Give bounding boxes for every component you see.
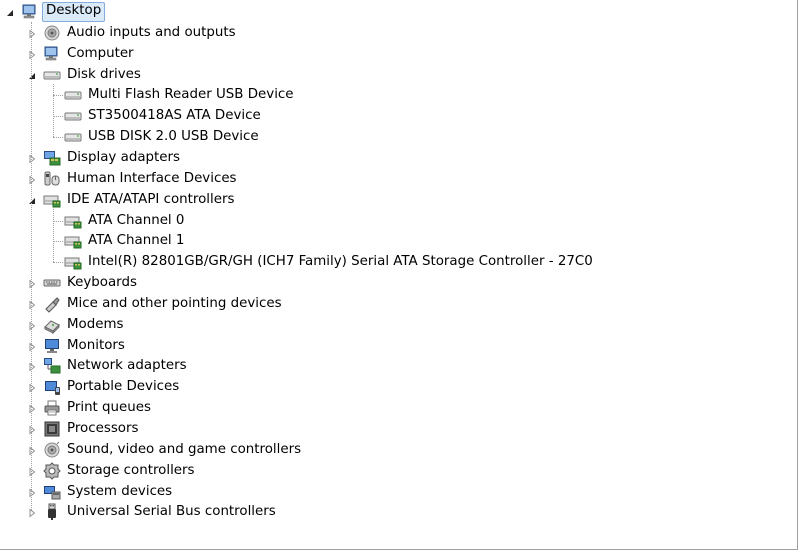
tree-node-portable-devices[interactable] xyxy=(0,377,790,397)
hid-icon xyxy=(43,170,61,188)
tree-node-ata-channel-1[interactable] xyxy=(0,231,790,251)
collapsed-arrow-icon[interactable] xyxy=(27,299,37,309)
tree-node-label: Modems xyxy=(67,317,124,332)
tree-node-monitors[interactable] xyxy=(0,336,790,356)
tree-node-usb-disk-2-0-usb-device[interactable] xyxy=(0,127,790,147)
display-adapter-icon xyxy=(43,149,61,167)
tree-node-ide-ata-atapi-controllers[interactable] xyxy=(0,190,790,210)
ide-controller-icon xyxy=(64,212,82,230)
tree-node-print-queues[interactable] xyxy=(0,398,790,418)
tree-node-label: ATA Channel 1 xyxy=(88,233,185,248)
tree-node-computer[interactable] xyxy=(0,44,790,64)
tree-node-label: Processors xyxy=(67,421,139,436)
ide-controller-icon xyxy=(43,191,61,209)
drive-icon xyxy=(43,66,61,84)
drive-icon xyxy=(64,128,82,146)
tree-node-intel-r-82801gb-gr-gh-ich7-family-serial-ata-storage-controller-27c0[interactable] xyxy=(0,252,790,272)
tree-node-label: Desktop xyxy=(42,2,105,22)
ide-controller-icon xyxy=(64,253,82,271)
tree-node-ata-channel-0[interactable] xyxy=(0,211,790,231)
speaker-icon xyxy=(43,24,61,42)
tree-node-label: Print queues xyxy=(67,400,151,415)
tree-node-processors[interactable] xyxy=(0,419,790,439)
portable-device-icon xyxy=(43,378,61,396)
drive-icon xyxy=(64,86,82,104)
tree-node-display-adapters[interactable] xyxy=(0,148,790,168)
collapsed-arrow-icon[interactable] xyxy=(27,382,37,392)
mouse-icon xyxy=(43,295,61,313)
tree-node-label: Network adapters xyxy=(67,358,187,373)
tree-node-human-interface-devices[interactable] xyxy=(0,169,790,189)
tree-node-label: Sound, video and game controllers xyxy=(67,442,302,457)
tree-node-st3500418as-ata-device[interactable] xyxy=(0,106,790,126)
tree-node-label: System devices xyxy=(67,484,173,499)
tree-node-label: ST3500418AS ATA Device xyxy=(88,108,261,123)
keyboard-icon xyxy=(43,274,61,292)
system-icon xyxy=(43,483,61,501)
storage-controller-icon xyxy=(43,462,61,480)
collapsed-arrow-icon[interactable] xyxy=(27,466,37,476)
collapsed-arrow-icon[interactable] xyxy=(27,174,37,184)
tree-node-keyboards[interactable] xyxy=(0,273,790,293)
tree-connector-line xyxy=(53,84,54,137)
collapsed-arrow-icon[interactable] xyxy=(27,28,37,38)
collapsed-arrow-icon[interactable] xyxy=(27,487,37,497)
expanded-arrow-icon[interactable] xyxy=(5,7,15,17)
collapsed-arrow-icon[interactable] xyxy=(27,403,37,413)
collapsed-arrow-icon[interactable] xyxy=(27,424,37,434)
processor-icon xyxy=(43,420,61,438)
tree-connector-line xyxy=(53,137,63,138)
collapsed-arrow-icon[interactable] xyxy=(27,153,37,163)
collapsed-arrow-icon[interactable] xyxy=(27,341,37,351)
tree-node-label: IDE ATA/ATAPI controllers xyxy=(67,192,235,207)
tree-connector-line xyxy=(53,116,63,117)
tree-node-universal-serial-bus-controllers[interactable] xyxy=(0,502,790,522)
tree-node-label: Storage controllers xyxy=(67,463,195,478)
tree-node-label: Display adapters xyxy=(67,150,180,165)
tree-node-storage-controllers[interactable] xyxy=(0,461,790,481)
tree-node-multi-flash-reader-usb-device[interactable] xyxy=(0,85,790,105)
tree-node-network-adapters[interactable] xyxy=(0,356,790,376)
collapsed-arrow-icon[interactable] xyxy=(27,361,37,371)
expanded-arrow-icon[interactable] xyxy=(27,70,37,80)
drive-icon xyxy=(64,107,82,125)
ide-controller-icon xyxy=(64,232,82,250)
tree-node-disk-drives[interactable] xyxy=(0,65,790,85)
tree-connector-line xyxy=(53,262,63,263)
collapsed-arrow-icon[interactable] xyxy=(27,445,37,455)
tree-connector-line xyxy=(31,22,32,510)
sound-icon xyxy=(43,441,61,459)
expanded-arrow-icon[interactable] xyxy=(27,195,37,205)
tree-node-label: Keyboards xyxy=(67,275,137,290)
collapsed-arrow-icon[interactable] xyxy=(27,320,37,330)
tree-node-sound-video-and-game-controllers[interactable] xyxy=(0,440,790,460)
tree-connector-line xyxy=(53,221,63,222)
collapsed-arrow-icon[interactable] xyxy=(27,278,37,288)
tree-connector-line xyxy=(53,95,63,96)
tree-node-desktop[interactable] xyxy=(0,2,790,22)
computer-icon xyxy=(21,3,39,21)
printer-icon xyxy=(43,399,61,417)
collapsed-arrow-icon[interactable] xyxy=(27,507,37,517)
tree-node-label: Mice and other pointing devices xyxy=(67,296,282,311)
tree-node-label: Portable Devices xyxy=(67,379,180,394)
tree-node-label: Disk drives xyxy=(67,67,141,82)
tree-node-label: Audio inputs and outputs xyxy=(67,25,236,40)
tree-node-modems[interactable] xyxy=(0,315,790,335)
tree-connector-line xyxy=(53,209,54,262)
modem-icon xyxy=(43,316,61,334)
tree-node-label: Computer xyxy=(67,46,134,61)
tree-node-label: Universal Serial Bus controllers xyxy=(67,504,276,519)
tree-node-label: Intel(R) 82801GB/GR/GH (ICH7 Family) Serial ATA Storage Controller - 27C0 xyxy=(88,254,593,269)
tree-connector-line xyxy=(53,241,63,242)
usb-icon xyxy=(43,503,61,521)
computer-icon xyxy=(43,45,61,63)
tree-node-label: USB DISK 2.0 USB Device xyxy=(88,129,259,144)
tree-node-label: ATA Channel 0 xyxy=(88,213,185,228)
monitor-icon xyxy=(43,337,61,355)
tree-node-audio-inputs-and-outputs[interactable] xyxy=(0,23,790,43)
tree-node-system-devices[interactable] xyxy=(0,482,790,502)
network-icon xyxy=(43,357,61,375)
tree-node-label: Multi Flash Reader USB Device xyxy=(88,87,294,102)
collapsed-arrow-icon[interactable] xyxy=(27,49,37,59)
tree-node-label: Human Interface Devices xyxy=(67,171,237,186)
tree-node-label: Monitors xyxy=(67,338,125,353)
tree-node-mice-and-other-pointing-devices[interactable] xyxy=(0,294,790,314)
